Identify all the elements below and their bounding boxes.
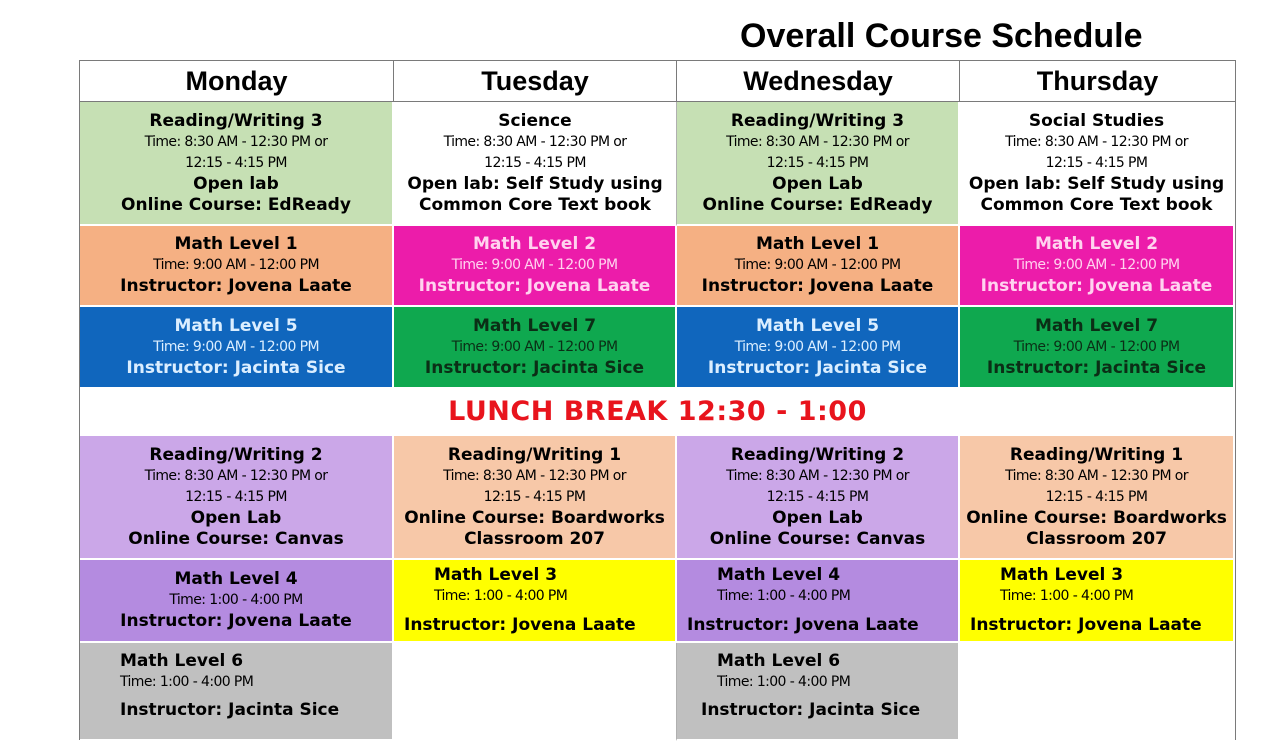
cell-detail: Online Course: EdReady: [702, 194, 933, 215]
cell-monday-reading-writing-3: [80, 102, 394, 226]
cell-time-alt: 12:15 - 4:15 PM: [185, 488, 287, 505]
cell-detail: Open Lab: [772, 507, 863, 528]
cell-title: Reading/Writing 2: [149, 444, 323, 465]
cell-time: Time: 8:30 AM - 12:30 PM or: [1005, 133, 1188, 150]
cell-thursday-math-level-7: [960, 307, 1235, 389]
cell-time: Time: 9:00 AM - 12:00 PM: [451, 257, 618, 273]
header-wednesday: Wednesday: [677, 61, 960, 102]
cell-tuesday-math-level-3: [394, 560, 677, 643]
cell-time: Time: 1:00 - 4:00 PM: [120, 674, 254, 690]
cell-instructor: Instructor: Jovena Laate: [687, 615, 919, 635]
cell-wednesday-math-level-4: [677, 560, 960, 643]
cell-wednesday-reading-writing-3: [677, 102, 960, 226]
cell-instructor: Instructor: Jovena Laate: [418, 276, 651, 296]
cell-monday-math-level-6: [80, 643, 394, 741]
cell-instructor: Instructor: Jovena Laate: [701, 276, 934, 296]
cell-detail: Online Course: EdReady: [121, 194, 351, 215]
lunch-break-banner: LUNCH BREAK 12:30 - 1:00: [80, 389, 1235, 436]
cell-time-alt: 12:15 - 4:15 PM: [1045, 488, 1148, 505]
cell-detail: Open Lab: [772, 173, 863, 194]
cell-detail: Common Core Text book: [980, 194, 1213, 215]
cell-instructor: Instructor: Jovena Laate: [404, 615, 636, 635]
cell-instructor: Instructor: Jacinta Sice: [707, 357, 928, 378]
cell-instructor: Instructor: Jacinta Sice: [120, 700, 340, 720]
cell-monday-math-level-5: [80, 307, 394, 389]
cell-title: Math Level 2: [1034, 234, 1159, 254]
cell-time: Time: 9:00 AM - 12:00 PM: [1013, 257, 1180, 273]
cell-thursday-math-level-3: [960, 560, 1235, 643]
cell-time-alt: 12:15 - 4:15 PM: [185, 154, 287, 171]
cell-thursday-empty: [960, 643, 1235, 741]
cell-thursday-math-level-2: [960, 226, 1235, 307]
cell-title: Math Level 5: [755, 315, 880, 336]
cell-wednesday-math-level-1: [677, 226, 960, 307]
cell-title: Math Level 7: [472, 315, 597, 336]
cell-time: Time: 9:00 AM - 12:00 PM: [451, 338, 618, 355]
cell-monday-math-level-1: [80, 226, 394, 307]
header-thursday: Thursday: [960, 61, 1235, 102]
cell-title: Math Level 6: [120, 651, 244, 671]
cell-title: Math Level 4: [717, 565, 841, 585]
cell-time: Time: 8:30 AM - 12:30 PM or: [726, 133, 909, 150]
cell-time: Time: 1:00 - 4:00 PM: [717, 588, 851, 604]
cell-time: Time: 1:00 - 4:00 PM: [1000, 588, 1134, 604]
cell-time: Time: 9:00 AM - 12:00 PM: [153, 338, 319, 355]
cell-title: Science: [498, 110, 572, 131]
header-monday: Monday: [80, 61, 394, 102]
cell-detail: Open lab: Self Study using: [968, 173, 1225, 194]
cell-time: Time: 9:00 AM - 12:00 PM: [153, 257, 319, 273]
cell-time: Time: 8:30 AM - 12:30 PM or: [144, 467, 328, 484]
cell-wednesday-math-level-6: [677, 643, 960, 741]
cell-instructor: Instructor: Jovena Laate: [120, 276, 352, 296]
cell-time-alt: 12:15 - 4:15 PM: [766, 488, 869, 505]
cell-title: Social Studies: [1028, 110, 1165, 131]
cell-tuesday-reading-writing-1: [394, 436, 677, 560]
cell-time-alt: 12:15 - 4:15 PM: [484, 154, 586, 171]
cell-thursday-social-studies: [960, 102, 1235, 226]
cell-detail: Online Course: Canvas: [709, 528, 926, 549]
cell-title: Reading/Writing 1: [447, 444, 622, 465]
cell-tuesday-math-level-2: [394, 226, 677, 307]
cell-instructor: Instructor: Jovena Laate: [120, 611, 352, 631]
cell-thursday-reading-writing-1: [960, 436, 1235, 560]
cell-detail: Online Course: Canvas: [128, 528, 344, 549]
cell-title: Math Level 6: [717, 651, 841, 671]
cell-detail: Online Course: Boardworks: [966, 507, 1227, 528]
cell-title: Math Level 1: [755, 234, 880, 254]
cell-tuesday-empty: [394, 643, 677, 741]
cell-instructor: Instructor: Jacinta Sice: [701, 700, 921, 720]
cell-detail: Classroom 207: [464, 528, 605, 549]
cell-detail: Classroom 207: [1026, 528, 1167, 549]
cell-detail: Open lab: Self Study using: [407, 173, 663, 194]
cell-instructor: Instructor: Jovena Laate: [970, 615, 1202, 635]
cell-instructor: Instructor: Jacinta Sice: [986, 357, 1207, 378]
cell-monday-reading-writing-2: [80, 436, 394, 560]
cell-title: Math Level 3: [1000, 565, 1124, 585]
cell-time: Time: 8:30 AM - 12:30 PM or: [443, 133, 627, 150]
cell-time-alt: 12:15 - 4:15 PM: [1045, 154, 1148, 171]
cell-instructor: Instructor: Jacinta Sice: [126, 357, 346, 378]
cell-detail: Online Course: Boardworks: [404, 507, 665, 528]
header-tuesday: Tuesday: [394, 61, 677, 102]
cell-title: Reading/Writing 1: [1009, 444, 1184, 465]
cell-monday-math-level-4: [80, 560, 394, 643]
cell-time: Time: 9:00 AM - 12:00 PM: [734, 338, 901, 355]
cell-time: Time: 1:00 - 4:00 PM: [169, 592, 303, 608]
cell-title: Math Level 3: [434, 565, 558, 585]
cell-title: Math Level 5: [174, 315, 298, 336]
cell-time: Time: 8:30 AM - 12:30 PM or: [1005, 467, 1188, 484]
cell-time: Time: 8:30 AM - 12:30 PM or: [443, 467, 626, 484]
cell-title: Reading/Writing 3: [730, 110, 905, 131]
cell-title: Math Level 4: [174, 569, 298, 589]
cell-instructor: Instructor: Jacinta Sice: [424, 357, 645, 378]
cell-title: Math Level 2: [472, 234, 597, 254]
cell-time: Time: 8:30 AM - 12:30 PM or: [726, 467, 909, 484]
cell-time: Time: 1:00 - 4:00 PM: [434, 588, 568, 604]
cell-tuesday-math-level-7: [394, 307, 677, 389]
cell-title: Reading/Writing 2: [730, 444, 905, 465]
cell-wednesday-math-level-5: [677, 307, 960, 389]
cell-time-alt: 12:15 - 4:15 PM: [483, 488, 586, 505]
cell-detail: Open Lab: [190, 507, 282, 528]
schedule-table: [79, 60, 1236, 740]
cell-title: Math Level 7: [1034, 315, 1159, 336]
cell-detail: Open lab: [193, 173, 279, 194]
cell-tuesday-science: [394, 102, 677, 226]
page-title: Overall Course Schedule: [740, 17, 1143, 55]
cell-time: Time: 8:30 AM - 12:30 PM or: [144, 133, 328, 150]
cell-wednesday-reading-writing-2: [677, 436, 960, 560]
cell-time: Time: 1:00 - 4:00 PM: [717, 674, 851, 690]
cell-time: Time: 9:00 AM - 12:00 PM: [734, 257, 901, 273]
cell-time: Time: 9:00 AM - 12:00 PM: [1013, 338, 1180, 355]
cell-detail: Common Core Text book: [419, 194, 651, 215]
cell-title: Math Level 1: [174, 234, 298, 254]
cell-time-alt: 12:15 - 4:15 PM: [766, 154, 869, 171]
cell-instructor: Instructor: Jovena Laate: [980, 276, 1213, 296]
cell-title: Reading/Writing 3: [149, 110, 323, 131]
